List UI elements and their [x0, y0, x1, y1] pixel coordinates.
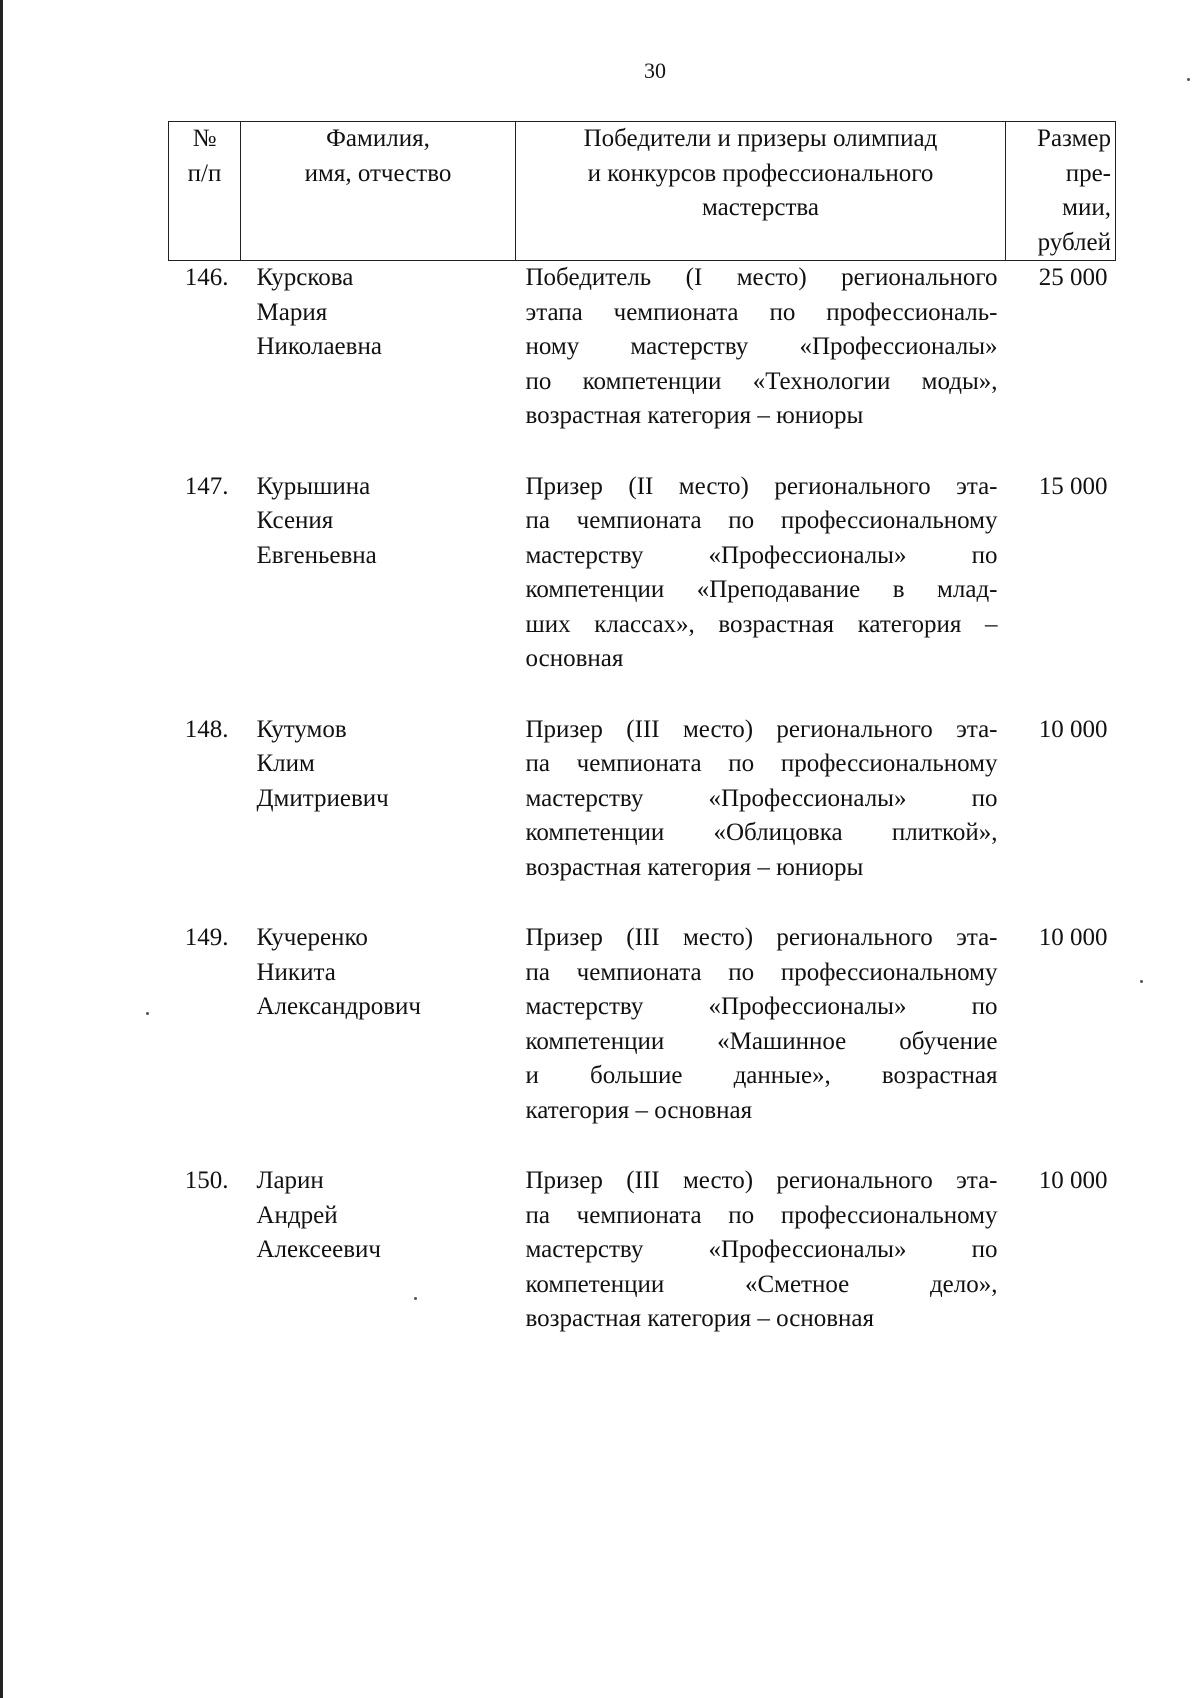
name-line: Мария [256, 298, 328, 326]
description-line: возрастная категория – юниоры [525, 402, 864, 429]
award-amount: 10 000 [1038, 1167, 1108, 1194]
description-line: и большие данные», возрастная [525, 1062, 998, 1089]
description-line: компетенции «Сметное дело», [525, 1270, 998, 1298]
achievement-description [516, 713, 1006, 922]
description-line: ших классах», возрастная категория – [525, 610, 998, 638]
description-line: основная [525, 645, 624, 672]
description-line: па чемпионата по профессиональному [525, 750, 998, 777]
description-line: компетенции «Облицовка плиткой», [525, 819, 998, 846]
header-line: № [192, 125, 217, 152]
row-number: 150. [184, 1167, 229, 1194]
page-number: 30 [644, 58, 666, 83]
header-line: Победители и призеры олимпиад [583, 125, 938, 152]
name-line: Курышина [256, 472, 371, 500]
name-line: Александрович [256, 993, 422, 1020]
table-row [169, 261, 1116, 470]
description-line: категория – основная [525, 1096, 753, 1124]
description-line: мастерству «Профессионалы» по [525, 784, 998, 812]
table-body [169, 261, 1116, 1373]
achievement-description [516, 1164, 1006, 1373]
name-line: Андрей [256, 1201, 338, 1229]
header-line: рублей [1037, 228, 1111, 256]
description-line: па чемпионата по профессиональному [525, 507, 998, 534]
row-number: 149. [184, 924, 229, 951]
description-line: па чемпионата по профессиональному [525, 1201, 998, 1229]
description-line: по компетенции «Технологии моды», [525, 367, 998, 395]
person-name [241, 261, 516, 470]
name-line: Никита [256, 958, 336, 986]
achievement-description [516, 921, 1006, 1164]
award-amount: 15 000 [1038, 472, 1108, 500]
header-line: п/п [187, 159, 222, 187]
description-line: возрастная категория – основная [525, 1305, 874, 1332]
achievement-description [516, 470, 1006, 713]
description-line: мастерству «Профессионалы» по [525, 1236, 998, 1263]
person-name [241, 921, 516, 1164]
row-number: 147. [184, 472, 229, 500]
scan-speck [1140, 980, 1143, 983]
header-line: Фамилия, [326, 125, 430, 152]
table-row [169, 921, 1116, 1164]
scan-speck [1187, 78, 1190, 81]
header-number [169, 122, 241, 261]
description-line: мастерству «Профессионалы» по [525, 993, 998, 1020]
name-line: Дмитриевич [256, 784, 389, 812]
header-achievement [516, 122, 1006, 261]
name-line: Николаевна [256, 333, 382, 360]
award-amount: 10 000 [1038, 924, 1108, 951]
description-line: компетенции «Машинное обучение [525, 1027, 998, 1055]
achievement-description [516, 261, 1006, 470]
description-line: па чемпионата по профессиональному [525, 958, 998, 986]
name-line: Кутумов [256, 715, 347, 743]
header-line: Размер [1037, 125, 1111, 152]
table-row [169, 1164, 1116, 1373]
page-edge-rule [0, 0, 3, 1698]
awards-table [168, 121, 1116, 1373]
header-line: мии, [1062, 194, 1111, 221]
name-line: Клим [256, 750, 315, 777]
award-amount: 25 000 [1038, 264, 1108, 291]
header-line: мастерства [702, 194, 819, 221]
description-line: Призер (III место) регионального эта- [525, 715, 998, 743]
header-line: пре- [1065, 159, 1111, 187]
description-line: Призер (III место) регионального эта- [525, 924, 998, 951]
description-line: Призер (II место) регионального эта- [525, 472, 998, 500]
description-line: мастерству «Профессионалы» по [525, 541, 998, 569]
description-line: Призер (III место) регионального эта- [525, 1167, 998, 1194]
header-line: и конкурсов профессионального [587, 159, 934, 187]
header-line: имя, отчество [304, 159, 452, 187]
scan-speck [146, 1012, 149, 1015]
row-number: 146. [184, 264, 229, 291]
table-row [169, 470, 1116, 713]
scan-speck [414, 1297, 417, 1300]
table-row [169, 713, 1116, 922]
table-header [169, 122, 1116, 261]
description-line: этапа чемпионата по профессиональ- [525, 298, 998, 326]
person-name [241, 470, 516, 713]
row-number: 148. [184, 715, 229, 743]
name-line: Кучеренко [256, 924, 368, 951]
header-full-name [241, 122, 516, 261]
name-line: Ксения [256, 507, 334, 534]
name-line: Евгеньевна [256, 541, 377, 569]
description-line: ному мастерству «Профессионалы» [525, 333, 998, 360]
name-line: Курскова [256, 264, 354, 291]
name-line: Алексеевич [256, 1236, 381, 1263]
award-amount: 10 000 [1038, 715, 1108, 743]
person-name [241, 1164, 516, 1373]
description-line: Победитель (I место) регионального [525, 264, 998, 291]
name-line: Ларин [256, 1167, 324, 1194]
header-award-amount [1006, 122, 1116, 261]
description-line: возрастная категория – юниоры [525, 853, 864, 881]
person-name [241, 713, 516, 922]
description-line: компетенции «Преподавание в млад- [525, 576, 998, 603]
